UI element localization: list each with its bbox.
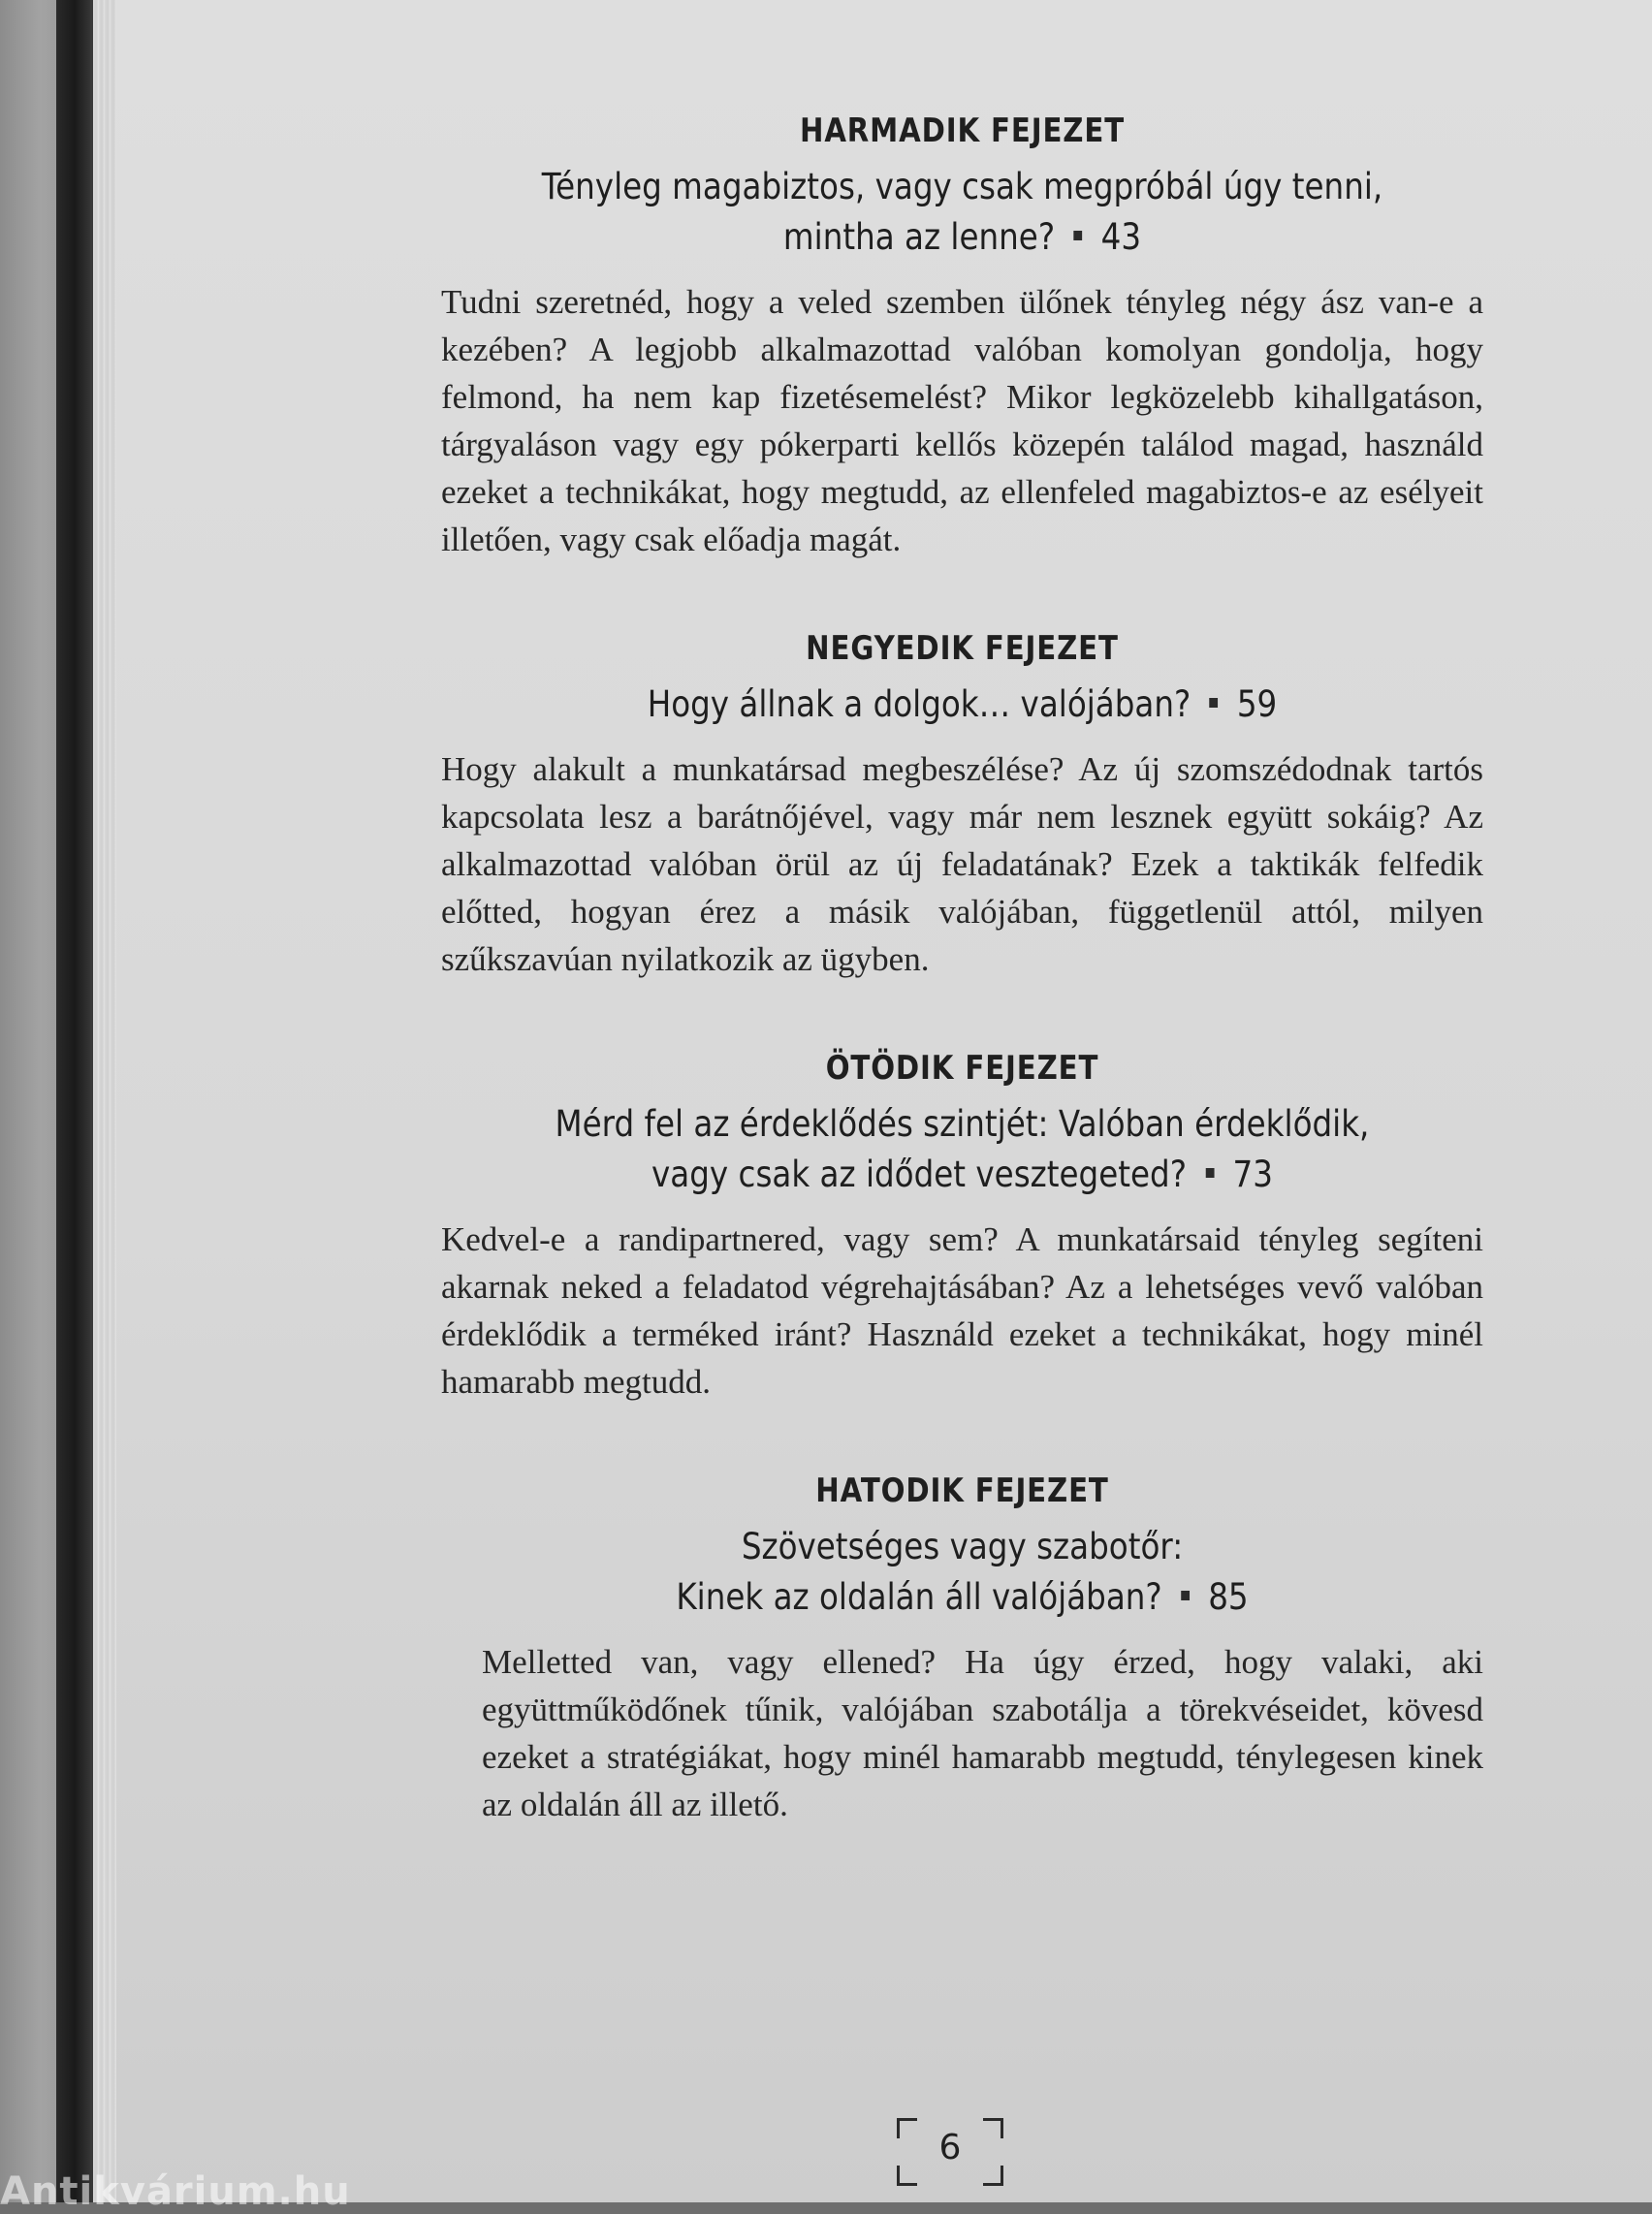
chapter-title-line: Hogy állnak a dolgok… valójában? bbox=[647, 683, 1191, 725]
chapter-summary: Hogy alakult a munkatársad megbeszélése? Az új szomszédodnak tartós kapcsolata lesz a barátnőjével, vagy már nem lesznek együtt sokáig? Az alkalmazottad valóban örül az új feladatának? Ezek a taktikák felfedik előtted, hogyan érez a másik valójában, függetlenül attól, milyen szűkszavúan nyilatkozik az ügyben. bbox=[441, 750, 1483, 978]
corner-bracket-icon bbox=[983, 2166, 1003, 2186]
chapter-label: ÖTÖDIK FEJEZET bbox=[825, 1049, 1099, 1088]
separator-square-icon bbox=[1205, 1168, 1214, 1178]
chapter-title bbox=[504, 162, 1421, 263]
separator-square-icon bbox=[1073, 231, 1082, 240]
watermark: Antikvárium.hu bbox=[0, 2169, 351, 2214]
chapter-label: NEGYEDIK FEJEZET bbox=[806, 629, 1119, 668]
chapter-title-line: Kinek az oldalán áll valójában? bbox=[676, 1576, 1162, 1618]
chapter-title-line: Tényleg magabiztos, vagy csak megpróbál úgy tenni, bbox=[541, 166, 1383, 207]
chapter-section-5 bbox=[441, 1049, 1483, 1406]
chapter-page-number: 59 bbox=[1236, 683, 1278, 725]
page-number: 6 bbox=[938, 2128, 962, 2167]
chapter-title-line-with-page bbox=[504, 212, 1421, 263]
chapter-summary: Kedvel-e a randipartnered, vagy sem? A munkatársaid tényleg segíteni akarnak neked a feladatod végrehajtásában? Az a lehetséges vevő valóban érdeklődik a terméked iránt? Használd ezeket a technikákat, hogy minél hamarabb megtudd. bbox=[441, 1220, 1483, 1401]
chapter-title-line-with-page bbox=[504, 680, 1421, 730]
chapter-label: HATODIK FEJEZET bbox=[815, 1471, 1109, 1510]
chapter-title bbox=[504, 1522, 1421, 1623]
chapter-section-3 bbox=[441, 111, 1483, 563]
chapter-summary: Tudni szeretnéd, hogy a veled szemben ülőnek tényleg négy ász van-e a kezében? A legjobb alkalmazottad valóban komolyan gondolja, hogy felmond, ha nem kap fizetésemelést? Mikor legközelebb kihallgatáson, tárgyaláson vagy egy pókerparti kellős közepén találod magad, használd ezeket a technikákat, hogy megtudd, az ellenfeled magabiztos-e az esélyeit illetően, vagy csak előadja magát. bbox=[441, 283, 1483, 558]
book-spine bbox=[56, 0, 93, 2202]
chapter-section-4 bbox=[441, 629, 1483, 983]
chapter-title-line-with-page bbox=[504, 1150, 1421, 1200]
chapter-summary: Melletted van, vagy ellened? Ha úgy érzed, hogy valaki, aki együttműködőnek tűnik, valójában szabotálja a törekvéseidet, kövesd ezeket a stratégiákat, hogy minél hamarabb megtudd, ténylegesen kinek az oldalán áll az illető. bbox=[482, 1643, 1483, 1823]
chapter-section-6 bbox=[441, 1471, 1483, 1828]
chapter-page-number: 85 bbox=[1208, 1576, 1249, 1618]
chapter-title bbox=[504, 680, 1421, 730]
corner-bracket-icon bbox=[897, 2166, 917, 2186]
chapter-label: HARMADIK FEJEZET bbox=[799, 111, 1126, 150]
chapter-title-line: vagy csak az idődet vesztegeted? bbox=[651, 1154, 1188, 1195]
chapter-title-line-with-page bbox=[504, 1572, 1421, 1623]
separator-square-icon bbox=[1210, 698, 1219, 708]
chapter-page-number: 73 bbox=[1232, 1154, 1273, 1195]
toc-content bbox=[441, 111, 1483, 1894]
chapter-page-number: 43 bbox=[1100, 216, 1142, 258]
chapter-title bbox=[504, 1099, 1421, 1200]
chapter-title-line: mintha az lenne? bbox=[782, 216, 1056, 258]
separator-square-icon bbox=[1181, 1591, 1190, 1600]
chapter-title-line: Szövetséges vagy szabotőr: bbox=[741, 1526, 1184, 1567]
page-number-box bbox=[897, 2118, 1003, 2186]
chapter-title-line: Mérd fel az érdeklődés szintjét: Valóban érdeklődik, bbox=[555, 1103, 1370, 1145]
